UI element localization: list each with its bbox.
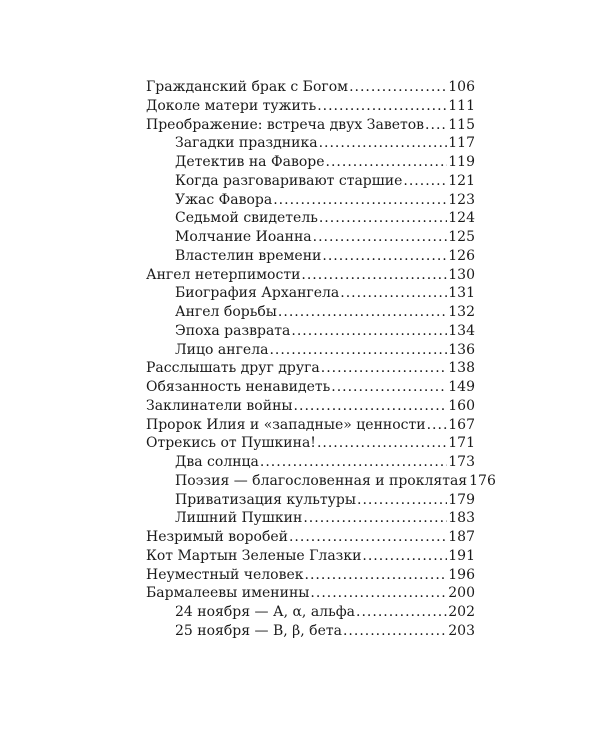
toc-entry	[146, 453, 475, 472]
toc-entry-title: Приватизация культуры	[175, 491, 356, 508]
toc-entry-title: 24 ноября — А, α, альфа	[175, 604, 356, 620]
toc-leader-dots	[313, 228, 448, 247]
toc-entry-title: Детектив на Фаворе	[175, 154, 325, 170]
toc-leader-dots	[301, 266, 447, 285]
toc-entry-title: Кот Мартын Зеленые Глазки	[146, 547, 362, 564]
toc-entry	[146, 472, 496, 491]
toc-page-number: 167	[448, 416, 475, 433]
toc-entry	[146, 622, 475, 641]
toc-leader-dots	[273, 191, 447, 210]
toc-entry	[146, 116, 475, 135]
toc-entry-title: Отрекись от Пушкина!	[146, 435, 316, 452]
toc-leader-dots	[319, 209, 447, 228]
toc-page-number: 160	[448, 397, 475, 414]
toc-leader-dots	[260, 453, 447, 472]
toc-page-number: 138	[448, 360, 475, 377]
toc-page-number: 196	[448, 566, 475, 583]
toc-leader-dots	[357, 491, 447, 510]
toc-entry-title: Расслышать друг друга	[146, 360, 320, 377]
toc-entry-title: Поэзия — благословенная и проклятая	[175, 472, 468, 489]
toc-leader-dots	[303, 509, 447, 528]
toc-leader-dots	[269, 341, 447, 360]
toc-entry-title: 25 ноября — В, β, бета	[175, 622, 342, 639]
toc-entry-title: Ужас Фавора	[175, 191, 273, 208]
toc-leader-dots	[317, 434, 447, 453]
toc-page-number: 173	[448, 454, 475, 470]
toc-entry	[146, 378, 475, 397]
toc-entry	[146, 228, 475, 247]
toc-page-number: 191	[448, 547, 475, 564]
toc-leader-dots	[326, 153, 448, 172]
toc-entry-title: Молчание Иоанна	[175, 229, 312, 245]
toc-entry-title: Доколе матери тужить	[146, 97, 317, 114]
toc-page-number: 203	[448, 622, 475, 639]
toc-page-number: 132	[448, 304, 475, 320]
toc-entry	[146, 359, 475, 378]
toc-leader-dots	[356, 603, 447, 622]
toc-page-number: 183	[448, 510, 475, 527]
toc-page-number: 117	[448, 135, 475, 152]
toc-entry-title: Гражданский брак с Богом	[146, 79, 349, 95]
toc-entry-title: Эпоха разврата	[175, 322, 291, 339]
toc-leader-dots	[289, 528, 447, 547]
toc-entry-title: Незримый воробей	[146, 529, 288, 545]
toc-page-number: 200	[448, 585, 475, 602]
toc-leader-dots	[305, 566, 448, 585]
toc-page-number: 115	[448, 116, 475, 133]
toc-leader-dots	[319, 134, 448, 153]
toc-leader-dots	[310, 584, 447, 603]
toc-entry-title: Преображение: встреча двух Заветов	[146, 116, 425, 133]
toc-leader-dots	[321, 359, 447, 378]
toc-leader-dots	[427, 416, 448, 435]
toc-entry-title: Когда разговаривают старшие	[175, 172, 403, 189]
toc-page-number: 121	[448, 172, 475, 189]
toc-entry	[146, 303, 475, 322]
toc-leader-dots	[294, 397, 448, 416]
toc-entry	[146, 491, 475, 510]
toc-entry	[146, 191, 475, 210]
toc-page-number: 130	[448, 266, 475, 283]
toc-entry	[146, 341, 475, 360]
toc-page-number: 179	[448, 491, 475, 508]
toc-page-number: 124	[448, 210, 475, 227]
toc-leader-dots	[317, 97, 447, 116]
toc-entry-title: Пророк Илия и «западные» ценности	[146, 416, 426, 433]
toc-page-number: 106	[448, 79, 475, 95]
toc-leader-dots	[362, 547, 447, 566]
toc-entry	[146, 397, 475, 416]
toc-page-number: 134	[448, 322, 475, 339]
toc-leader-dots	[425, 116, 447, 135]
toc-leader-dots	[278, 303, 447, 322]
toc-entry	[146, 78, 475, 97]
toc-page-number: 136	[448, 341, 475, 358]
toc-leader-dots	[403, 172, 447, 191]
toc-entry	[146, 509, 475, 528]
toc-entry-title: Биография Архангела	[175, 285, 340, 302]
toc-entry	[146, 434, 475, 453]
toc-leader-dots	[340, 284, 447, 303]
toc-entry-title: Неуместный человек	[146, 566, 304, 583]
toc-page-number: 202	[448, 604, 475, 620]
toc-page-number: 149	[448, 379, 475, 395]
toc-entry	[146, 584, 475, 603]
toc-entry-title: Лицо ангела	[175, 341, 269, 358]
toc-leader-dots	[343, 622, 447, 641]
toc-entry	[146, 566, 475, 585]
toc-entry	[146, 603, 475, 622]
toc-entry-title: Ангел борьбы	[175, 304, 277, 320]
toc-entry	[146, 97, 475, 116]
toc-page-number: 131	[448, 285, 475, 302]
toc-entry-title: Седьмой свидетель	[175, 210, 318, 227]
toc-entry	[146, 172, 475, 191]
toc-entry-title: Два солнца	[175, 454, 259, 470]
toc-entry	[146, 247, 475, 266]
toc-entry-title: Заклинатели войны	[146, 397, 293, 414]
toc-page-number: 187	[448, 529, 475, 545]
toc-entry	[146, 153, 475, 172]
toc-entry-title: Загадки праздника	[175, 135, 318, 152]
toc-page-number: 123	[448, 191, 475, 208]
toc-page-number: 125	[448, 229, 475, 245]
toc-entry-title: Властелин времени	[175, 247, 322, 264]
toc-entry	[146, 528, 475, 547]
toc-leader-dots	[331, 378, 447, 397]
toc-page-number: 126	[448, 247, 475, 264]
toc-leader-dots	[322, 247, 447, 266]
toc-leader-dots	[349, 78, 447, 97]
toc-entry	[146, 284, 475, 303]
toc-entry	[146, 547, 475, 566]
toc-entry	[146, 266, 475, 285]
table-of-contents	[146, 78, 496, 641]
toc-entry-title: Ангел нетерпимости	[146, 266, 301, 283]
toc-entry	[146, 209, 475, 228]
toc-entry-title: Обязанность ненавидеть	[146, 379, 331, 395]
toc-page-number: 176	[469, 472, 496, 489]
toc-page-number: 171	[448, 435, 475, 452]
toc-entry-title: Бармалеевы именины	[146, 585, 310, 602]
toc-entry	[146, 134, 475, 153]
toc-entry	[146, 322, 475, 341]
toc-page-number: 119	[448, 154, 475, 170]
toc-entry-title: Лишний Пушкин	[175, 510, 303, 527]
toc-entry	[146, 416, 475, 435]
toc-leader-dots	[291, 322, 447, 341]
toc-page-number: 111	[448, 97, 475, 114]
